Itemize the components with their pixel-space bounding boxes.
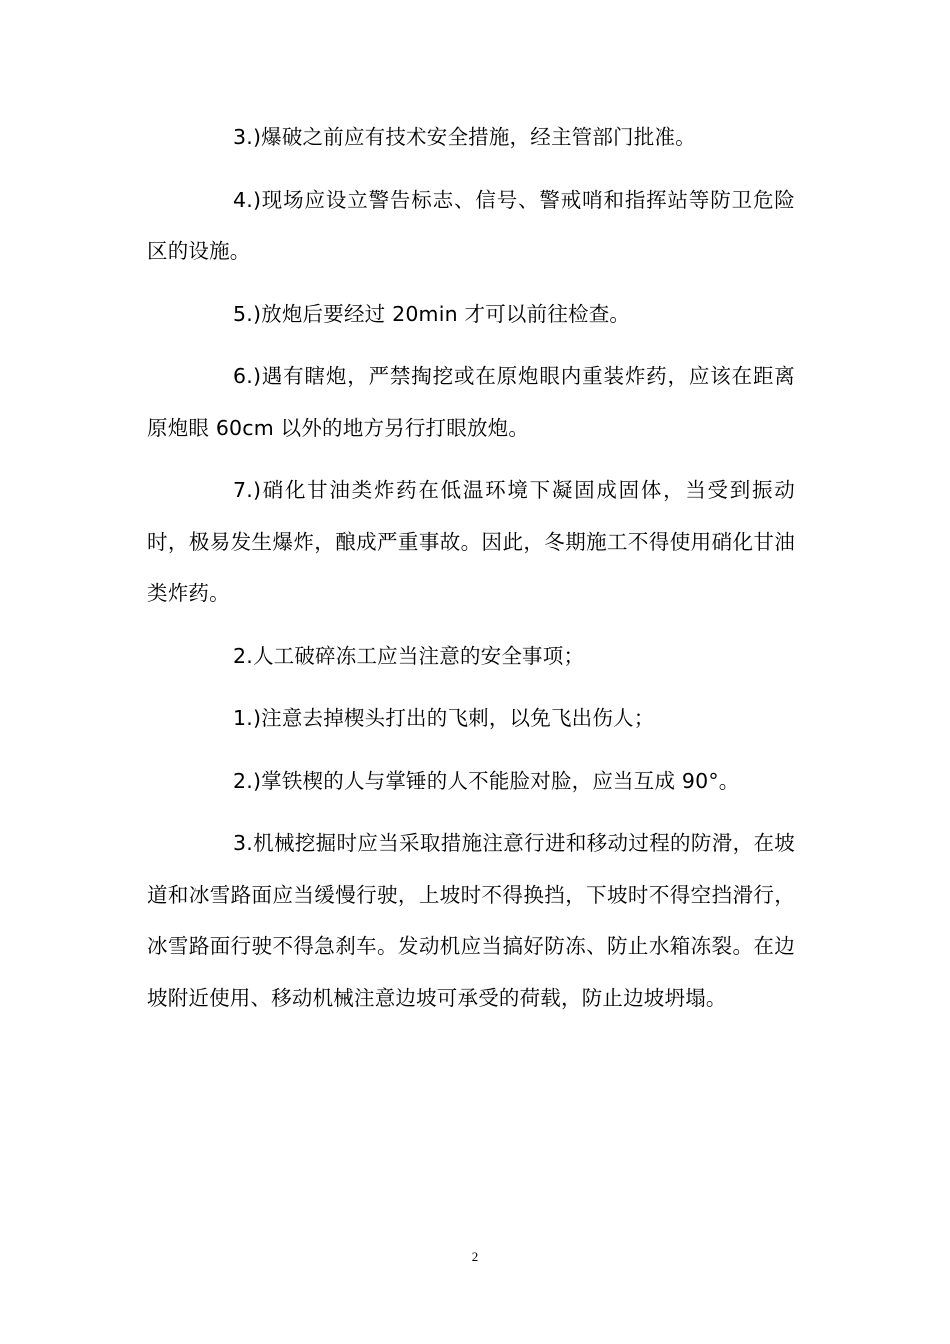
document-body — [147, 112, 795, 1035]
paragraph: 3.机械挖掘时应当采取措施注意行进和移动过程的防滑，在坡道和冰雪路面应当缓慢行驶，上坡时不得换挡，下坡时不得空挡滑行，冰雪路面行驶不得急刹车。发动机应当搞好防冻、防止水箱冻裂。在边坡附近使用、移动机械注意边坡可承受的荷载，防止边坡坍塌。 — [147, 831, 795, 1010]
paragraph: 5.)放炮后要经过 20min 才可以前往检查。 — [233, 301, 631, 326]
page-number: 2 — [471, 1249, 479, 1264]
paragraph: 6.)遇有瞎炮，严禁掏挖或在原炮眼内重装炸药，应该在距离原炮眼 60cm 以外的地方另行打眼放炮。 — [147, 364, 795, 440]
paragraph: 4.)现场应设立警告标志、信号、警戒哨和指挥站等防卫危险区的设施。 — [147, 187, 795, 263]
paragraph: 1.)注意去掉楔头打出的飞刺，以免飞出伤人； — [233, 706, 655, 730]
paragraph: 7.)硝化甘油类炸药在低温环境下凝固成固体，当受到振动时，极易发生爆炸，酿成严重事故。因此，冬期施工不得使用硝化甘油类炸药。 — [147, 478, 795, 605]
paragraph: 2.人工破碎冻工应当注意的安全事项； — [233, 643, 585, 668]
paragraph: 2.)掌铁楔的人与掌锤的人不能脸对脸，应当互成 90°。 — [233, 768, 740, 793]
paragraph: 3.)爆破之前应有技术安全措施，经主管部门批准。 — [233, 125, 696, 149]
